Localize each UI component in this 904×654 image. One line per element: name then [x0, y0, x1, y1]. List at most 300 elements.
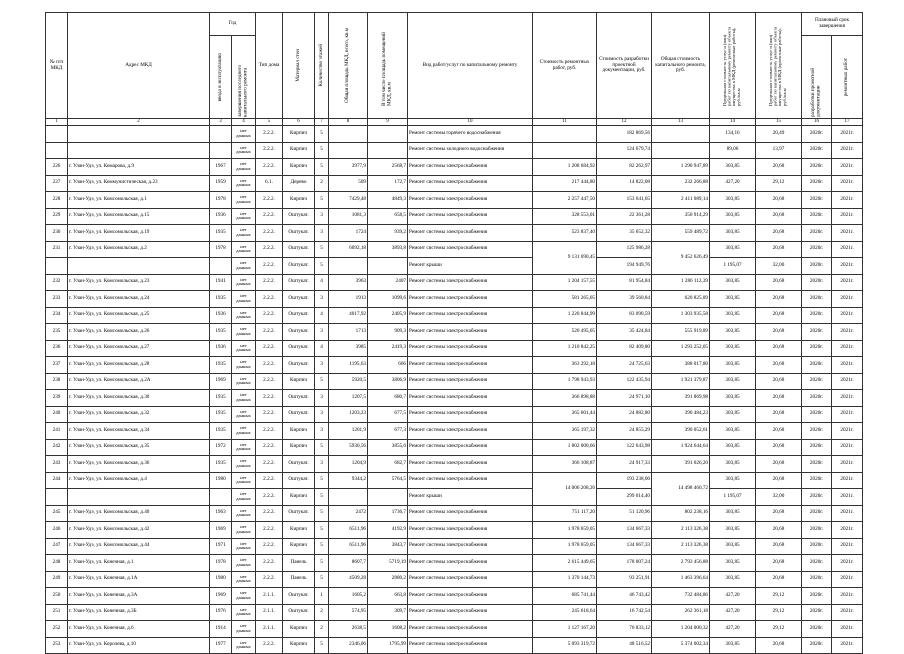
- table-row: [46, 423, 863, 440]
- row-year-commission: 1941: [210, 274, 232, 291]
- row-wall-material: Оштукат.: [283, 588, 315, 605]
- row-deadline-design: 2020г.: [802, 307, 832, 324]
- row-area-total: 3985: [329, 340, 368, 357]
- row-limit-design: 20,68: [756, 373, 802, 390]
- row-work-type: Ремонт системы электроснабжения: [408, 604, 533, 621]
- row-area-premises: 309,7: [368, 604, 408, 621]
- row-cost-design: 76 833,12: [597, 621, 652, 638]
- row-work-type: Ремонт крыши: [408, 258, 533, 275]
- row-deadline-repair: 2021г.: [832, 357, 863, 374]
- row-limit-repair: 303,85: [710, 291, 756, 308]
- row-num: 227: [46, 175, 68, 192]
- row-deadline-design: 2020г.: [802, 258, 832, 275]
- row-house-type: 2.2.2.: [256, 159, 283, 176]
- row-limit-design: 20,68: [756, 406, 802, 423]
- row-area-total: 574,95: [329, 604, 368, 621]
- row-house-type: 2.1.1.: [256, 588, 283, 605]
- row-year-repair: нет данных: [232, 538, 256, 555]
- row-year-repair: нет данных: [232, 208, 256, 225]
- row-area-total: 2472: [329, 505, 368, 522]
- row-work-type: Ремонт системы электроснабжения: [408, 621, 533, 638]
- row-deadline-design: 2020г.: [802, 489, 832, 506]
- row-area-premises: 3806,9: [368, 373, 408, 390]
- row-cost-total: 802 238,16: [652, 505, 710, 522]
- row-year-commission: [210, 489, 232, 506]
- row-wall-material: Кирпич: [283, 373, 315, 390]
- row-work-type: Ремонт системы электроснабжения: [408, 439, 533, 456]
- row-house-type: 2.2.2.: [256, 241, 283, 258]
- row-floors: 3: [315, 456, 329, 473]
- header-area-premises: В том числе площадь помещений МКД, кв.м: [368, 13, 408, 119]
- row-area-premises: [368, 142, 408, 159]
- row-work-type: Ремонт системы электроснабжения: [408, 522, 533, 539]
- row-deadline-repair: 2021г.: [832, 555, 863, 572]
- row-deadline-repair: 2021г.: [832, 456, 863, 473]
- row-cost-design: 134 667,33: [597, 538, 652, 555]
- row-house-type: 2.2.2.: [256, 390, 283, 407]
- row-work-type: Ремонт системы электроснабжения: [408, 423, 533, 440]
- row-work-type: Ремонт системы электроснабжения: [408, 291, 533, 308]
- row-address: г. Улан-Удэ, ул. Комарова, д.9: [68, 159, 210, 176]
- row-deadline-design: 2020г.: [802, 637, 832, 654]
- row-work-type: Ремонт системы электроснабжения: [408, 175, 533, 192]
- row-deadline-repair: 2021г.: [832, 588, 863, 605]
- row-year-repair: нет данных: [232, 406, 256, 423]
- row-area-total: [329, 258, 368, 275]
- row-area-total: 1605,2: [329, 588, 368, 605]
- row-limit-design: 20,68: [756, 307, 802, 324]
- header-work-type: Вид работ/услуг по капитальному ремонту: [408, 13, 533, 119]
- row-cost-repair: 245 618,64: [533, 604, 597, 621]
- row-area-premises: 909,3: [368, 324, 408, 341]
- row-limit-repair: 303,85: [710, 225, 756, 242]
- row-deadline-repair: 2021г.: [832, 225, 863, 242]
- row-area-total: 2638,5: [329, 621, 368, 638]
- row-address: г. Улан-Удэ, ул. Комсомольская, д.30: [68, 390, 210, 407]
- row-cost-repair: 328 553,01: [533, 208, 597, 225]
- row-area-premises: 172,7: [368, 175, 408, 192]
- row-house-type: 2.2.2.: [256, 406, 283, 423]
- row-area-premises: 3893,8: [368, 241, 408, 258]
- row-floors: 5: [315, 505, 329, 522]
- row-limit-design: 20,68: [756, 340, 802, 357]
- row-deadline-repair: 2021г.: [832, 522, 863, 539]
- row-cost-total: 559 489,72: [652, 225, 710, 242]
- row-work-type: Ремонт системы электроснабжения: [408, 307, 533, 324]
- table-row: [46, 588, 863, 605]
- row-floors: 3: [315, 357, 329, 374]
- row-address: [68, 142, 210, 159]
- row-year-repair: нет данных: [232, 373, 256, 390]
- row-area-premises: 2568,7: [368, 159, 408, 176]
- row-wall-material: Кирпич: [283, 142, 315, 159]
- row-num: 230: [46, 225, 68, 242]
- row-deadline-repair: 2021г.: [832, 505, 863, 522]
- row-wall-material: Оштукат.: [283, 208, 315, 225]
- row-limit-design: 32,00: [756, 258, 802, 275]
- column-number-row: [46, 119, 863, 126]
- row-address: г. Улан-Удэ, ул. Комсомольская, д.4: [68, 472, 210, 489]
- row-limit-repair: 303,85: [710, 340, 756, 357]
- row-address: г. Улан-Удэ, ул. Комсомольская, д.2А: [68, 373, 210, 390]
- row-house-type: 2.2.2.: [256, 258, 283, 275]
- row-floors: 5: [315, 489, 329, 506]
- row-floors: 5: [315, 439, 329, 456]
- capital-repair-table: [45, 12, 863, 654]
- row-year-commission: 1936: [210, 340, 232, 357]
- row-floors: 3: [315, 208, 329, 225]
- row-area-premises: 2407: [368, 274, 408, 291]
- row-cost-repair: 1 802 000,66: [533, 439, 597, 456]
- row-limit-repair: 1 195,07: [710, 258, 756, 275]
- row-cost-total: 555 919,89: [652, 324, 710, 341]
- row-num: 251: [46, 604, 68, 621]
- row-floors: 5: [315, 538, 329, 555]
- column-number: 9: [368, 119, 408, 126]
- row-work-type: Ремонт системы электроснабжения: [408, 208, 533, 225]
- row-year-repair: нет данных: [232, 588, 256, 605]
- row-year-repair: нет данных: [232, 159, 256, 176]
- row-wall-material: Оштукат.: [283, 274, 315, 291]
- row-year-repair: нет данных: [232, 258, 256, 275]
- row-deadline-design: 2020г.: [802, 522, 832, 539]
- row-cost-repair: 366 898,88: [533, 390, 597, 407]
- row-cost-design: 124 679,74: [597, 142, 652, 159]
- row-deadline-repair: 2021г.: [832, 538, 863, 555]
- row-wall-material: Кирпич: [283, 621, 315, 638]
- row-limit-design: 20,68: [756, 439, 802, 456]
- table-row: [46, 340, 863, 357]
- table-row: [46, 637, 863, 654]
- row-deadline-repair: 2021г.: [832, 159, 863, 176]
- table-row: [46, 126, 863, 143]
- column-number: 11: [533, 119, 597, 126]
- row-num: 235: [46, 324, 68, 341]
- table-row: [46, 225, 863, 242]
- header-year-group: Год: [210, 13, 256, 36]
- row-year-repair: нет данных: [232, 175, 256, 192]
- row-address: г. Улан-Удэ, ул. Комсомольская, д.42: [68, 522, 210, 539]
- table-row: [46, 291, 863, 308]
- header-num: № п/п МКД: [46, 13, 68, 119]
- row-num: 236: [46, 340, 68, 357]
- row-num: [46, 142, 68, 159]
- row-year-repair: нет данных: [232, 241, 256, 258]
- row-house-type: 2.2.2.: [256, 555, 283, 572]
- row-house-type: 2.2.2.: [256, 489, 283, 506]
- row-year-repair: нет данных: [232, 274, 256, 291]
- row-area-premises: 5764,5: [368, 472, 408, 489]
- row-cost-repair: 2 615 449,65: [533, 555, 597, 572]
- row-work-type: Ремонт системы электроснабжения: [408, 456, 533, 473]
- table-row: [46, 489, 863, 506]
- row-floors: 1: [315, 588, 329, 605]
- row-address: г. Улан-Удэ, ул. Коммунистическая, д.23: [68, 175, 210, 192]
- row-limit-repair: 303,85: [710, 324, 756, 341]
- header-deadline-group: Плановый срок завершения: [802, 13, 863, 36]
- row-deadline-repair: 2021г.: [832, 637, 863, 654]
- row-limit-design: 20,68: [756, 390, 802, 407]
- row-area-total: 3977,9: [329, 159, 368, 176]
- row-limit-design: 20,68: [756, 192, 802, 209]
- row-deadline-repair: 2021г.: [832, 340, 863, 357]
- row-deadline-repair: 2021г.: [832, 439, 863, 456]
- row-cost-repair: 366 108,87: [533, 456, 597, 473]
- row-limit-repair: 303,85: [710, 505, 756, 522]
- row-limit-repair: 303,85: [710, 538, 756, 555]
- row-area-total: [329, 142, 368, 159]
- row-year-commission: 1969: [210, 522, 232, 539]
- row-deadline-design: 2020г.: [802, 340, 832, 357]
- row-deadline-repair: 2021г.: [832, 241, 863, 258]
- row-year-repair: нет данных: [232, 621, 256, 638]
- row-house-type: 2.2.2.: [256, 208, 283, 225]
- row-limit-design: 20,68: [756, 159, 802, 176]
- row-deadline-design: 2020г.: [802, 390, 832, 407]
- row-year-commission: [210, 142, 232, 159]
- row-num: 246: [46, 522, 68, 539]
- row-limit-repair: 303,85: [710, 208, 756, 225]
- row-wall-material: Оштукат.: [283, 258, 315, 275]
- row-area-total: 6511,96: [329, 522, 368, 539]
- row-num: 229: [46, 208, 68, 225]
- row-house-type: 2.2.2.: [256, 274, 283, 291]
- row-limit-repair: 303,85: [710, 571, 756, 588]
- row-address: г. Улан-Удэ, ул. Комсомольская, д.34: [68, 423, 210, 440]
- row-address: г. Улан-Удэ, ул. Конечная, д.1А: [68, 571, 210, 588]
- row-address: г. Улан-Удэ, ул. Королева, д.10: [68, 637, 210, 654]
- row-deadline-repair: 2021г.: [832, 604, 863, 621]
- table-row: [46, 175, 863, 192]
- row-address: г. Улан-Удэ, ул. Конечная, д.3Б: [68, 604, 210, 621]
- row-house-type: 2.2.2.: [256, 456, 283, 473]
- row-num: 237: [46, 357, 68, 374]
- row-cost-repair: 365 197,32: [533, 423, 597, 440]
- row-num: 250: [46, 588, 68, 605]
- row-num: 233: [46, 291, 68, 308]
- row-deadline-design: 2020г.: [802, 291, 832, 308]
- row-address: г. Улан-Удэ, ул. Комсомольская, д.28: [68, 357, 210, 374]
- row-house-type: 2.2.2.: [256, 340, 283, 357]
- row-limit-design: 29,12: [756, 175, 802, 192]
- row-cost-design: 24 917,33: [597, 456, 652, 473]
- table-row: [46, 604, 863, 621]
- row-area-premises: 1608,2: [368, 621, 408, 638]
- row-cost-repair: 5 093 319,72: [533, 637, 597, 654]
- row-wall-material: Кирпич: [283, 439, 315, 456]
- row-year-commission: [210, 126, 232, 143]
- row-floors: 5: [315, 241, 329, 258]
- row-work-type: Ремонт системы электроснабжения: [408, 192, 533, 209]
- row-work-type: Ремонт системы электроснабжения: [408, 538, 533, 555]
- row-num: [46, 489, 68, 506]
- row-cost-repair: 581 265,05: [533, 291, 597, 308]
- row-address: г. Улан-Удэ, ул. Конечная, д.6: [68, 621, 210, 638]
- row-year-repair: нет данных: [232, 142, 256, 159]
- row-num: 249: [46, 571, 68, 588]
- row-num: 241: [46, 423, 68, 440]
- row-address: г. Улан-Удэ, ул. Конечная, д.1: [68, 555, 210, 572]
- row-limit-design: 29,12: [756, 621, 802, 638]
- row-floors: 3: [315, 291, 329, 308]
- row-year-commission: 1972: [210, 439, 232, 456]
- table-row: [46, 621, 863, 638]
- header-limit-design: Предельная стоимость услуг и (или) работ по капитальному ремонту объекта имущества в МКД (проектные работы), руб./кв.м: [756, 13, 802, 119]
- row-house-type: 2.2.2.: [256, 225, 283, 242]
- row-area-premises: 682,7: [368, 456, 408, 473]
- row-house-type: 2.2.2.: [256, 192, 283, 209]
- row-limit-repair: 427,20: [710, 621, 756, 638]
- row-year-repair: нет данных: [232, 472, 256, 489]
- row-floors: 3: [315, 423, 329, 440]
- row-wall-material: Кирпич: [283, 192, 315, 209]
- row-floors: 5: [315, 373, 329, 390]
- table-row: [46, 307, 863, 324]
- row-cost-design: 22 361,28: [597, 208, 652, 225]
- row-cost-design: 182 869,56: [597, 126, 652, 143]
- row-cost-repair: 1 220 844,99: [533, 307, 597, 324]
- row-limit-design: 20,68: [756, 538, 802, 555]
- row-address: г. Улан-Удэ, ул. Комсомольская, д.2: [68, 241, 210, 258]
- row-area-premises: 666: [368, 357, 408, 374]
- row-limit-design: 20,68: [756, 423, 802, 440]
- header-deadline-repair: ремонтных работ: [832, 36, 863, 119]
- row-area-total: 1203,23: [329, 406, 368, 423]
- row-limit-design: 20,68: [756, 522, 802, 539]
- row-floors: 5: [315, 126, 329, 143]
- row-floors: 5: [315, 555, 329, 572]
- row-year-commission: 1935: [210, 390, 232, 407]
- row-limit-design: 13,97: [756, 142, 802, 159]
- row-cost-total: 5 374 002,34: [652, 637, 710, 654]
- row-house-type: 2.2.2.: [256, 505, 283, 522]
- row-deadline-design: 2020г.: [802, 621, 832, 638]
- row-num: 245: [46, 505, 68, 522]
- row-cost-design: 48 516,52: [597, 637, 652, 654]
- row-deadline-design: 2020г.: [802, 159, 832, 176]
- header-year-commission: ввода в эксплуатацию: [210, 36, 232, 119]
- row-year-repair: нет данных: [232, 357, 256, 374]
- row-area-total: 7429,48: [329, 192, 368, 209]
- row-num: 243: [46, 456, 68, 473]
- row-cost-design: 35 424,84: [597, 324, 652, 341]
- row-deadline-repair: 2021г.: [832, 274, 863, 291]
- row-area-premises: 3843,7: [368, 538, 408, 555]
- row-year-commission: 1936: [210, 208, 232, 225]
- row-deadline-design: 2020г.: [802, 472, 832, 489]
- row-num: 244: [46, 472, 68, 489]
- row-area-total: 4509,28: [329, 571, 368, 588]
- row-address: г. Улан-Удэ, ул. Комсомольская, д.15: [68, 208, 210, 225]
- header-wall-material: Материал стен: [283, 13, 315, 119]
- row-deadline-design: 2020г.: [802, 423, 832, 440]
- row-year-commission: 1978: [210, 241, 232, 258]
- row-deadline-repair: 2021г.: [832, 571, 863, 588]
- row-year-commission: 1935: [210, 225, 232, 242]
- row-area-premises: [368, 258, 408, 275]
- row-cost-total: 1 204 000,32: [652, 621, 710, 638]
- row-address: г. Улан-Удэ, ул. Комсомольская, д.1: [68, 192, 210, 209]
- row-address: г. Улан-Удэ, ул. Конечная, д.3А: [68, 588, 210, 605]
- row-area-total: 2346,06: [329, 637, 368, 654]
- row-area-premises: 1099,6: [368, 291, 408, 308]
- row-floors: 5: [315, 571, 329, 588]
- row-cost-design: 24 971,10: [597, 390, 652, 407]
- row-limit-repair: 1 195,07: [710, 489, 756, 506]
- row-area-total: 1724: [329, 225, 368, 242]
- row-limit-repair: 427,20: [710, 175, 756, 192]
- row-cost-design: 193 238,06: [597, 472, 652, 489]
- row-work-type: Ремонт системы холодного водоснабжения: [408, 142, 533, 159]
- row-cost-repair: 751 117,20: [533, 505, 597, 522]
- row-cost-total: 2 113 326,38: [652, 522, 710, 539]
- row-area-total: 5920,5: [329, 373, 368, 390]
- row-cost-repair: 1 370 144,73: [533, 571, 597, 588]
- row-cost-repair: 2 257 447,50: [533, 192, 597, 209]
- row-deadline-design: 2020г.: [802, 571, 832, 588]
- row-floors: 3: [315, 225, 329, 242]
- row-address: г. Улан-Удэ, ул. Комсомольская, д.40: [68, 505, 210, 522]
- row-limit-design: 20,68: [756, 472, 802, 489]
- row-year-repair: нет данных: [232, 423, 256, 440]
- row-num: 240: [46, 406, 68, 423]
- row-work-type: Ремонт системы электроснабжения: [408, 637, 533, 654]
- row-work-type: Ремонт системы электроснабжения: [408, 472, 533, 489]
- row-floors: 2: [315, 175, 329, 192]
- row-year-repair: нет данных: [232, 604, 256, 621]
- row-wall-material: Дерево: [283, 175, 315, 192]
- row-deadline-design: 2020г.: [802, 588, 832, 605]
- row-wall-material: Кирпич: [283, 159, 315, 176]
- row-limit-repair: 303,85: [710, 456, 756, 473]
- row-deadline-design: 2020г.: [802, 505, 832, 522]
- row-year-commission: 1977: [210, 637, 232, 654]
- row-cost-design: 122 643,98: [597, 439, 652, 456]
- row-year-commission: 1969: [210, 588, 232, 605]
- row-deadline-design: 2020г.: [802, 604, 832, 621]
- row-limit-repair: 303,85: [710, 307, 756, 324]
- row-area-premises: 1795,99: [368, 637, 408, 654]
- row-year-repair: нет данных: [232, 489, 256, 506]
- row-num: 242: [46, 439, 68, 456]
- row-wall-material: Кирпич: [283, 522, 315, 539]
- row-area-total: 1081,3: [329, 208, 368, 225]
- row-wall-material: Оштукат.: [283, 307, 315, 324]
- row-cost-design: 93 251,91: [597, 571, 652, 588]
- row-limit-repair: 303,85: [710, 423, 756, 440]
- table-row: [46, 324, 863, 341]
- row-house-type: 2.2.2.: [256, 637, 283, 654]
- row-limit-design: 20,68: [756, 555, 802, 572]
- row-deadline-repair: 2021г.: [832, 472, 863, 489]
- table-row: [46, 522, 863, 539]
- table-row: [46, 390, 863, 407]
- table-row: [46, 456, 863, 473]
- row-year-repair: нет данных: [232, 192, 256, 209]
- row-year-commission: 1963: [210, 505, 232, 522]
- row-num: 247: [46, 538, 68, 555]
- row-num: 226: [46, 159, 68, 176]
- column-number: 3: [210, 119, 232, 126]
- row-cost-design: 299 014,40: [597, 489, 652, 506]
- row-cost-design: 16 742,54: [597, 604, 652, 621]
- row-cost-total: 732 484,86: [652, 588, 710, 605]
- row-work-type: Ремонт системы электроснабжения: [408, 159, 533, 176]
- table-row: [46, 472, 863, 489]
- row-cost-total: 390 052,61: [652, 423, 710, 440]
- row-area-total: 3963: [329, 274, 368, 291]
- row-num: 228: [46, 192, 68, 209]
